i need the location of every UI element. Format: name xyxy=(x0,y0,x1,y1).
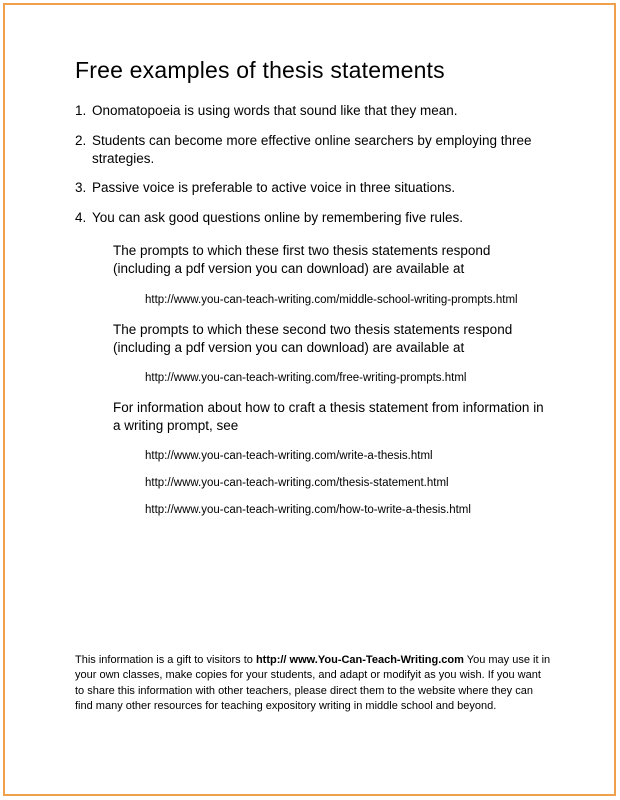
url-link[interactable]: http://www.you-can-teach-writing.com/middle-school-writing-prompts.html xyxy=(145,293,518,306)
list-item-number: 3. xyxy=(75,180,87,196)
url-link[interactable]: http://www.you-can-teach-writing.com/how-to-write-a-thesis.html xyxy=(145,504,471,517)
footer-site-link[interactable]: http:// www.You-Can-Teach-Writing.com xyxy=(255,654,464,666)
list-item xyxy=(75,209,537,227)
list-item-text: Onomatopoeia is using words that sound like that they mean. xyxy=(92,103,458,118)
list-item-text: Passive voice is preferable to active voice in three situations. xyxy=(92,180,456,196)
list-item xyxy=(75,102,537,120)
url-link[interactable]: http://www.you-can-teach-writing.com/free-writing-prompts.html xyxy=(145,371,467,384)
list-item-number: 4. xyxy=(75,210,87,226)
list-item-text: Students can become more effective online searchers by employing three strategies. xyxy=(92,132,532,166)
list-item-number: 1. xyxy=(75,103,87,118)
list-item xyxy=(75,179,537,197)
footer-text-body: You may use it in your own classes, make copies for your students, and adapt or modifyit as you wish. If you want to share this information with other teachers, please direct them to the website where they can find many other resources for teaching expository writing in middle school and beyond. xyxy=(75,654,551,713)
prompt-paragraph: The prompts to which these first two thesis statements respond (including a pdf version you can download) are available at xyxy=(113,243,491,277)
list-item-text: You can ask good questions online by remembering five rules. xyxy=(92,210,463,226)
list-item-number: 2. xyxy=(75,132,87,148)
url-link[interactable]: http://www.you-can-teach-writing.com/write-a-thesis.html xyxy=(145,450,433,463)
url-link[interactable]: http://www.you-can-teach-writing.com/thesis-statement.html xyxy=(145,477,449,490)
footer-text-lead: This information is a gift to visitors to xyxy=(75,654,256,666)
page-title: Free examples of thesis statements xyxy=(75,57,445,83)
footer-note xyxy=(75,653,553,715)
page-frame xyxy=(3,3,616,796)
list-item xyxy=(75,132,537,168)
prompt-paragraph: For information about how to craft a thesis statement from information in a writing prompt, see xyxy=(113,399,544,434)
prompt-paragraph: The prompts to which these second two thesis statements respond (including a pdf version you can download) are available at xyxy=(113,321,513,355)
